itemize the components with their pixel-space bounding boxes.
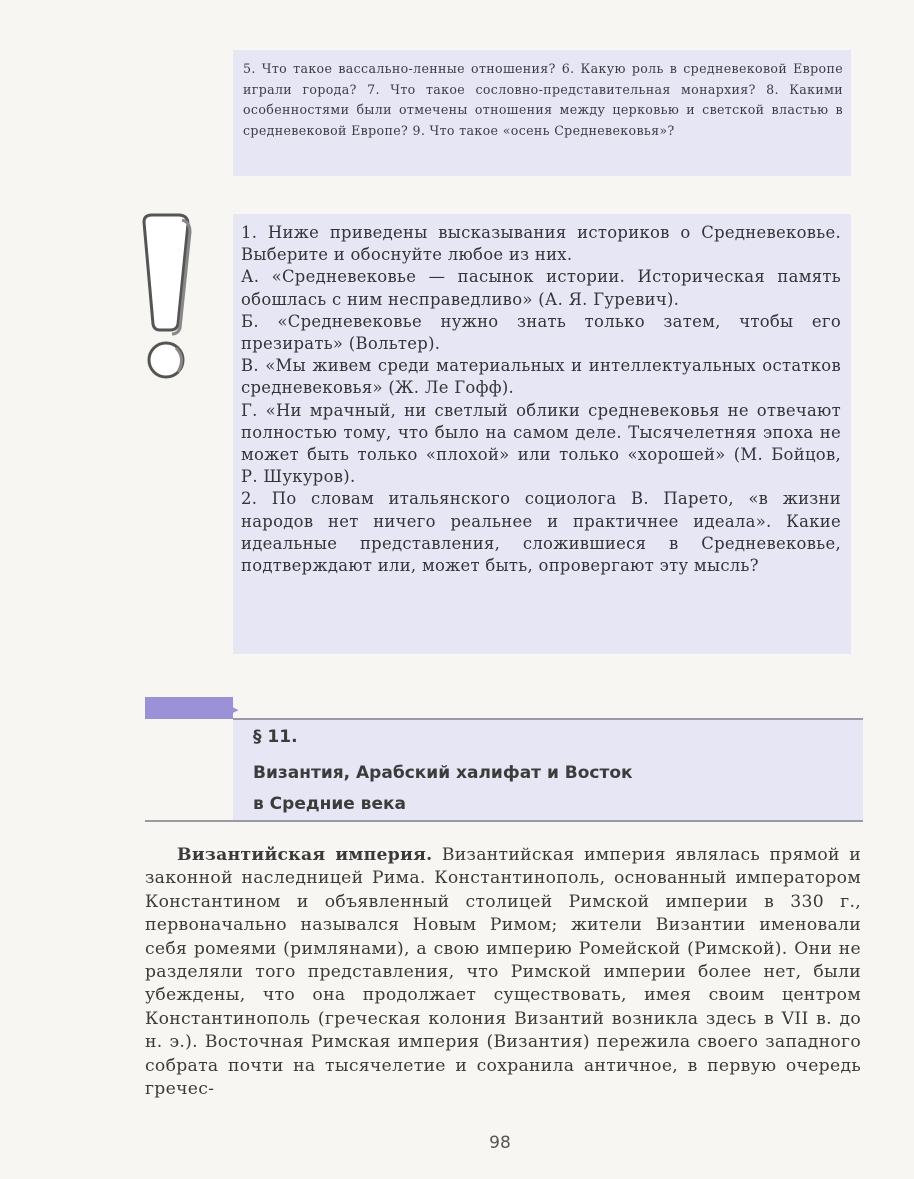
exclamation-icon: [138, 212, 194, 384]
tab-arrow-icon: ▸: [233, 703, 239, 716]
tasks-box: [233, 214, 851, 654]
section-tab-marker: [145, 697, 233, 719]
body-text: Византийская империя являлась прямой и законной наследницей Рима. Константинополь, основанный императором Константином и объявленный столицей Римской империи в 330 г., первоначально назывался Новым Римом; жители Византии именовали себя ромеями (римлянами), а свою империю Ромейской (Римской). Они не разделяли того представления, что Римской империи более нет, были убеждены, что она продолжает существовать, имея своим центром Константинополь (греческая колония Византий возникла здесь в VII в. до н. э.). Восточная Римская империя (Византия) пережила своего западного собрата почти на тысячелетие и сохранила античное, в первую очередь гречес-: [145, 845, 861, 1100]
section-number: § 11.: [253, 727, 298, 747]
section-title: [253, 758, 813, 820]
task-1-option-a: А. «Средневековье — пасынок истории. Историческая память обошлась с ним несправедливо» (А. Я. Гуревич).: [241, 267, 841, 309]
section-bottom-rule: [145, 820, 863, 822]
task-1-option-b: Б. «Средневековье нужно знать только затем, чтобы его презирать» (Вольтер).: [241, 311, 841, 354]
review-questions-text: 5. Что такое вассально-ленные отношения? 6. Какую роль в средневековой Европе играли города? 7. Что такое сословно-представительная монархия? 8. Какими особенностями были отмечены отношения между церковью и светской властью в средневековой Европе? 9. Что такое «осень Средневековья»?: [243, 61, 843, 138]
section-title-line-2: в Средние века: [253, 794, 406, 814]
task-1-intro: 1. Ниже приведены высказывания историков о Средневековье. Выберите и обоснуйте любое из них.: [241, 223, 841, 265]
task-2: 2. По словам итальянского социолога В. Парето, «в жизни народов нет ничего реальнее и практичнее идеала». Какие идеальные представления, сложившиеся в Средневековье, подтверждают или, может быть, опровергают эту мысль?: [241, 489, 841, 576]
task-1-option-v: В. «Мы живем среди материальных и интеллектуальных остатков средневековья» (Ж. Ле Гофф).: [241, 356, 841, 398]
task-1-option-g: Г. «Ни мрачный, ни светлый облики средневековья не отвечают полностью тому, что было на самом деле. Тысячелетняя эпоха не может быть только «плохой» или только «хорошей» (М. Бойцов, Р. Шукуров).: [241, 400, 841, 487]
page-number: 98: [489, 1133, 511, 1153]
body-term: Византийская империя.: [177, 845, 433, 865]
review-questions-box: [233, 50, 851, 176]
section-title-line-1: Византия, Арабский халифат и Восток: [253, 763, 633, 783]
body-paragraph: [145, 844, 861, 1101]
